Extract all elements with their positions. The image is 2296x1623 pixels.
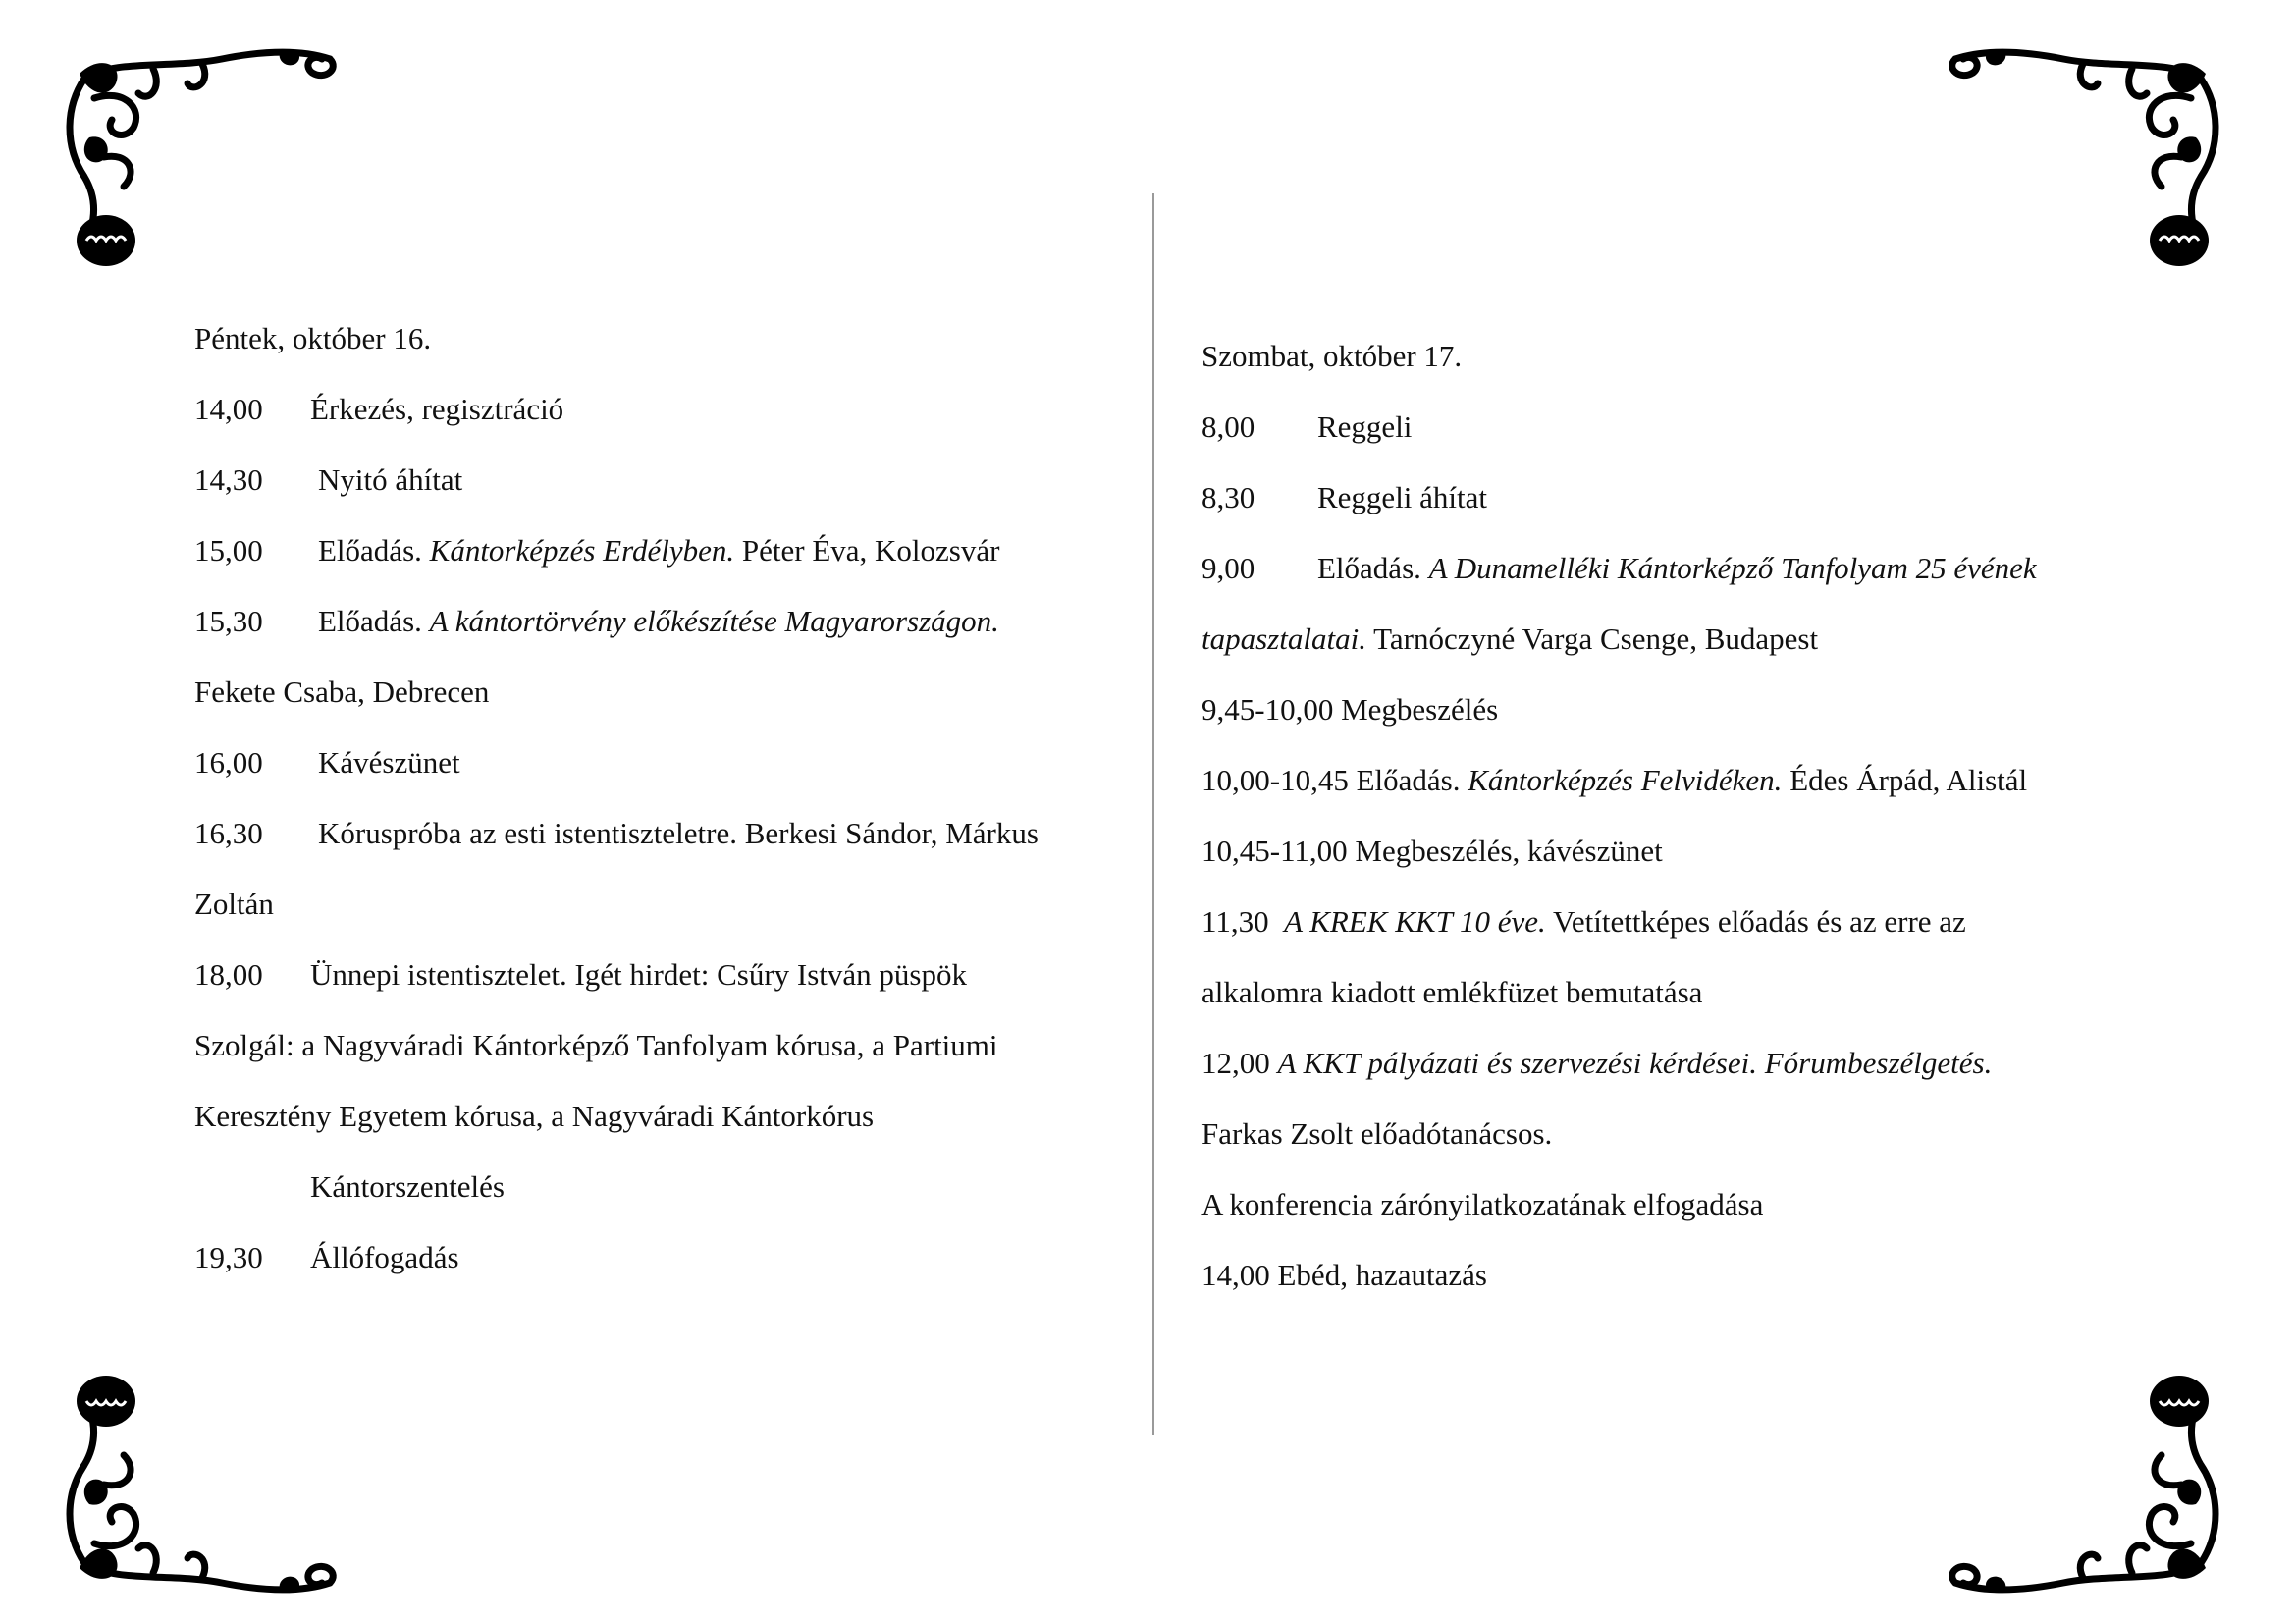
- lecture-title: A KREK KKT 10 éve.: [1284, 904, 1546, 939]
- schedule-item: [1201, 816, 2163, 887]
- item-text: Ünnepi istentisztelet. Igét hirdet: Csűry István püspök: [310, 957, 967, 992]
- item-text: Kántorszentelés: [310, 1169, 505, 1204]
- item-time: 19,30: [194, 1240, 263, 1274]
- schedule-indented-item: [194, 1152, 1117, 1222]
- item-time: 14,00: [194, 392, 263, 426]
- lecture-title: A Dunamelléki Kántorképző Tanfolyam 25 évének: [1428, 551, 2037, 585]
- item-time: 16,00: [194, 745, 263, 780]
- ornament-graphic: [1936, 1347, 2230, 1602]
- item-text-prefix: 10,00-10,45 Előadás.: [1201, 763, 1468, 797]
- item-text: A konferencia zárónyilatkozatának elfogadása: [1201, 1187, 1764, 1221]
- friday-heading: Péntek, október 16.: [194, 321, 432, 355]
- item-text-suffix: Péter Éva, Kolozsvár: [734, 533, 1000, 568]
- item-text: Állófogadás: [310, 1240, 459, 1274]
- ornament-graphic: [55, 1347, 349, 1602]
- item-text: 9,45-10,00 Megbeszélés: [1201, 692, 1499, 727]
- friday-schedule: [194, 303, 1117, 1293]
- item-text: 10,45-11,00 Megbeszélés, kávészünet: [1201, 834, 1663, 868]
- day-heading: [194, 303, 1117, 374]
- schedule-item: [194, 940, 1117, 1010]
- ornament-graphic: [1936, 39, 2230, 295]
- schedule-continuation: [1201, 604, 2163, 675]
- schedule-item: [1201, 1028, 2163, 1099]
- item-text: Zoltán: [194, 887, 274, 921]
- schedule-item: [1201, 887, 2163, 957]
- schedule-continuation: [1201, 1169, 2163, 1240]
- lecture-title: Kántorképzés Felvidéken.: [1468, 763, 1783, 797]
- schedule-item: [1201, 675, 2163, 745]
- corner-ornament-bottom-left: [55, 1347, 349, 1602]
- schedule-item: [194, 374, 1117, 445]
- schedule-item: [1201, 1240, 2163, 1311]
- item-time: 14,30: [194, 462, 263, 497]
- item-text-prefix: 11,30: [1201, 904, 1285, 939]
- item-text: 14,00 Ebéd, hazautazás: [1201, 1258, 1487, 1292]
- item-text-suffix: Vetítettképes előadás és az erre az: [1545, 904, 1966, 939]
- item-time: 8,30: [1201, 480, 1255, 514]
- schedule-continuation: [194, 657, 1117, 728]
- schedule-item: [1201, 745, 2163, 816]
- lecture-title: tapasztalatai.: [1201, 622, 1366, 656]
- schedule-item: [194, 1222, 1117, 1293]
- schedule-continuation: [194, 1081, 1117, 1152]
- day-heading: [1201, 321, 2163, 392]
- item-text: Kóruspróba az esti istentiszteletre. Berkesi Sándor, Márkus: [318, 816, 1039, 850]
- item-text-prefix: Előadás.: [318, 533, 430, 568]
- item-text: Keresztény Egyetem kórusa, a Nagyváradi Kántorkórus: [194, 1099, 875, 1133]
- item-text: Szolgál: a Nagyváradi Kántorképző Tanfolyam kórusa, a Partiumi: [194, 1028, 998, 1062]
- schedule-continuation: [194, 869, 1117, 940]
- item-time: 9,00: [1201, 551, 1255, 585]
- corner-ornament-bottom-right: [1936, 1347, 2230, 1602]
- schedule-item: [194, 515, 1117, 586]
- item-text: Farkas Zsolt előadótanácsos.: [1201, 1116, 1553, 1151]
- item-text: Reggeli: [1317, 409, 1413, 444]
- schedule-item: [1201, 462, 2163, 533]
- schedule-item: [1201, 533, 2163, 604]
- item-text-suffix: Édes Árpád, Alistál: [1782, 763, 2028, 797]
- item-text: Reggeli áhítat: [1317, 480, 1488, 514]
- schedule-item: [1201, 392, 2163, 462]
- schedule-item: [194, 445, 1117, 515]
- item-time: 8,00: [1201, 409, 1255, 444]
- item-text: Fekete Csaba, Debrecen: [194, 675, 490, 709]
- saturday-schedule: [1201, 321, 2163, 1311]
- saturday-heading: Szombat, október 17.: [1201, 339, 1463, 373]
- lecture-title: Kántorképzés Erdélyben.: [429, 533, 735, 568]
- corner-ornament-top-left: [55, 39, 349, 295]
- item-time: 15,00: [194, 533, 263, 568]
- item-time: 18,00: [194, 957, 263, 992]
- corner-ornament-top-right: [1936, 39, 2230, 295]
- item-text-prefix: 12,00: [1201, 1046, 1278, 1080]
- item-text: alkalomra kiadott emlékfüzet bemutatása: [1201, 975, 1703, 1009]
- item-time: 15,30: [194, 604, 263, 638]
- schedule-item: [194, 728, 1117, 798]
- schedule-continuation: [1201, 957, 2163, 1028]
- item-text: Kávészünet: [318, 745, 460, 780]
- schedule-item: [194, 798, 1117, 869]
- schedule-continuation: [1201, 1099, 2163, 1169]
- schedule-continuation: [194, 1010, 1117, 1081]
- item-text-prefix: Előadás.: [1317, 551, 1429, 585]
- lecture-title: A kántortörvény előkészítése Magyarországon.: [429, 604, 999, 638]
- item-text-prefix: Előadás.: [318, 604, 430, 638]
- item-text-suffix: Tarnóczyné Varga Csenge, Budapest: [1365, 622, 1819, 656]
- item-text: Érkezés, regisztráció: [310, 392, 564, 426]
- item-time: 16,30: [194, 816, 263, 850]
- ornament-graphic: [55, 39, 349, 295]
- schedule-item: [194, 586, 1117, 657]
- lecture-title: A KKT pályázati és szervezési kérdései. Fórumbeszélgetés.: [1277, 1046, 1993, 1080]
- page-divider: [1152, 193, 1154, 1435]
- item-text: Nyitó áhítat: [318, 462, 463, 497]
